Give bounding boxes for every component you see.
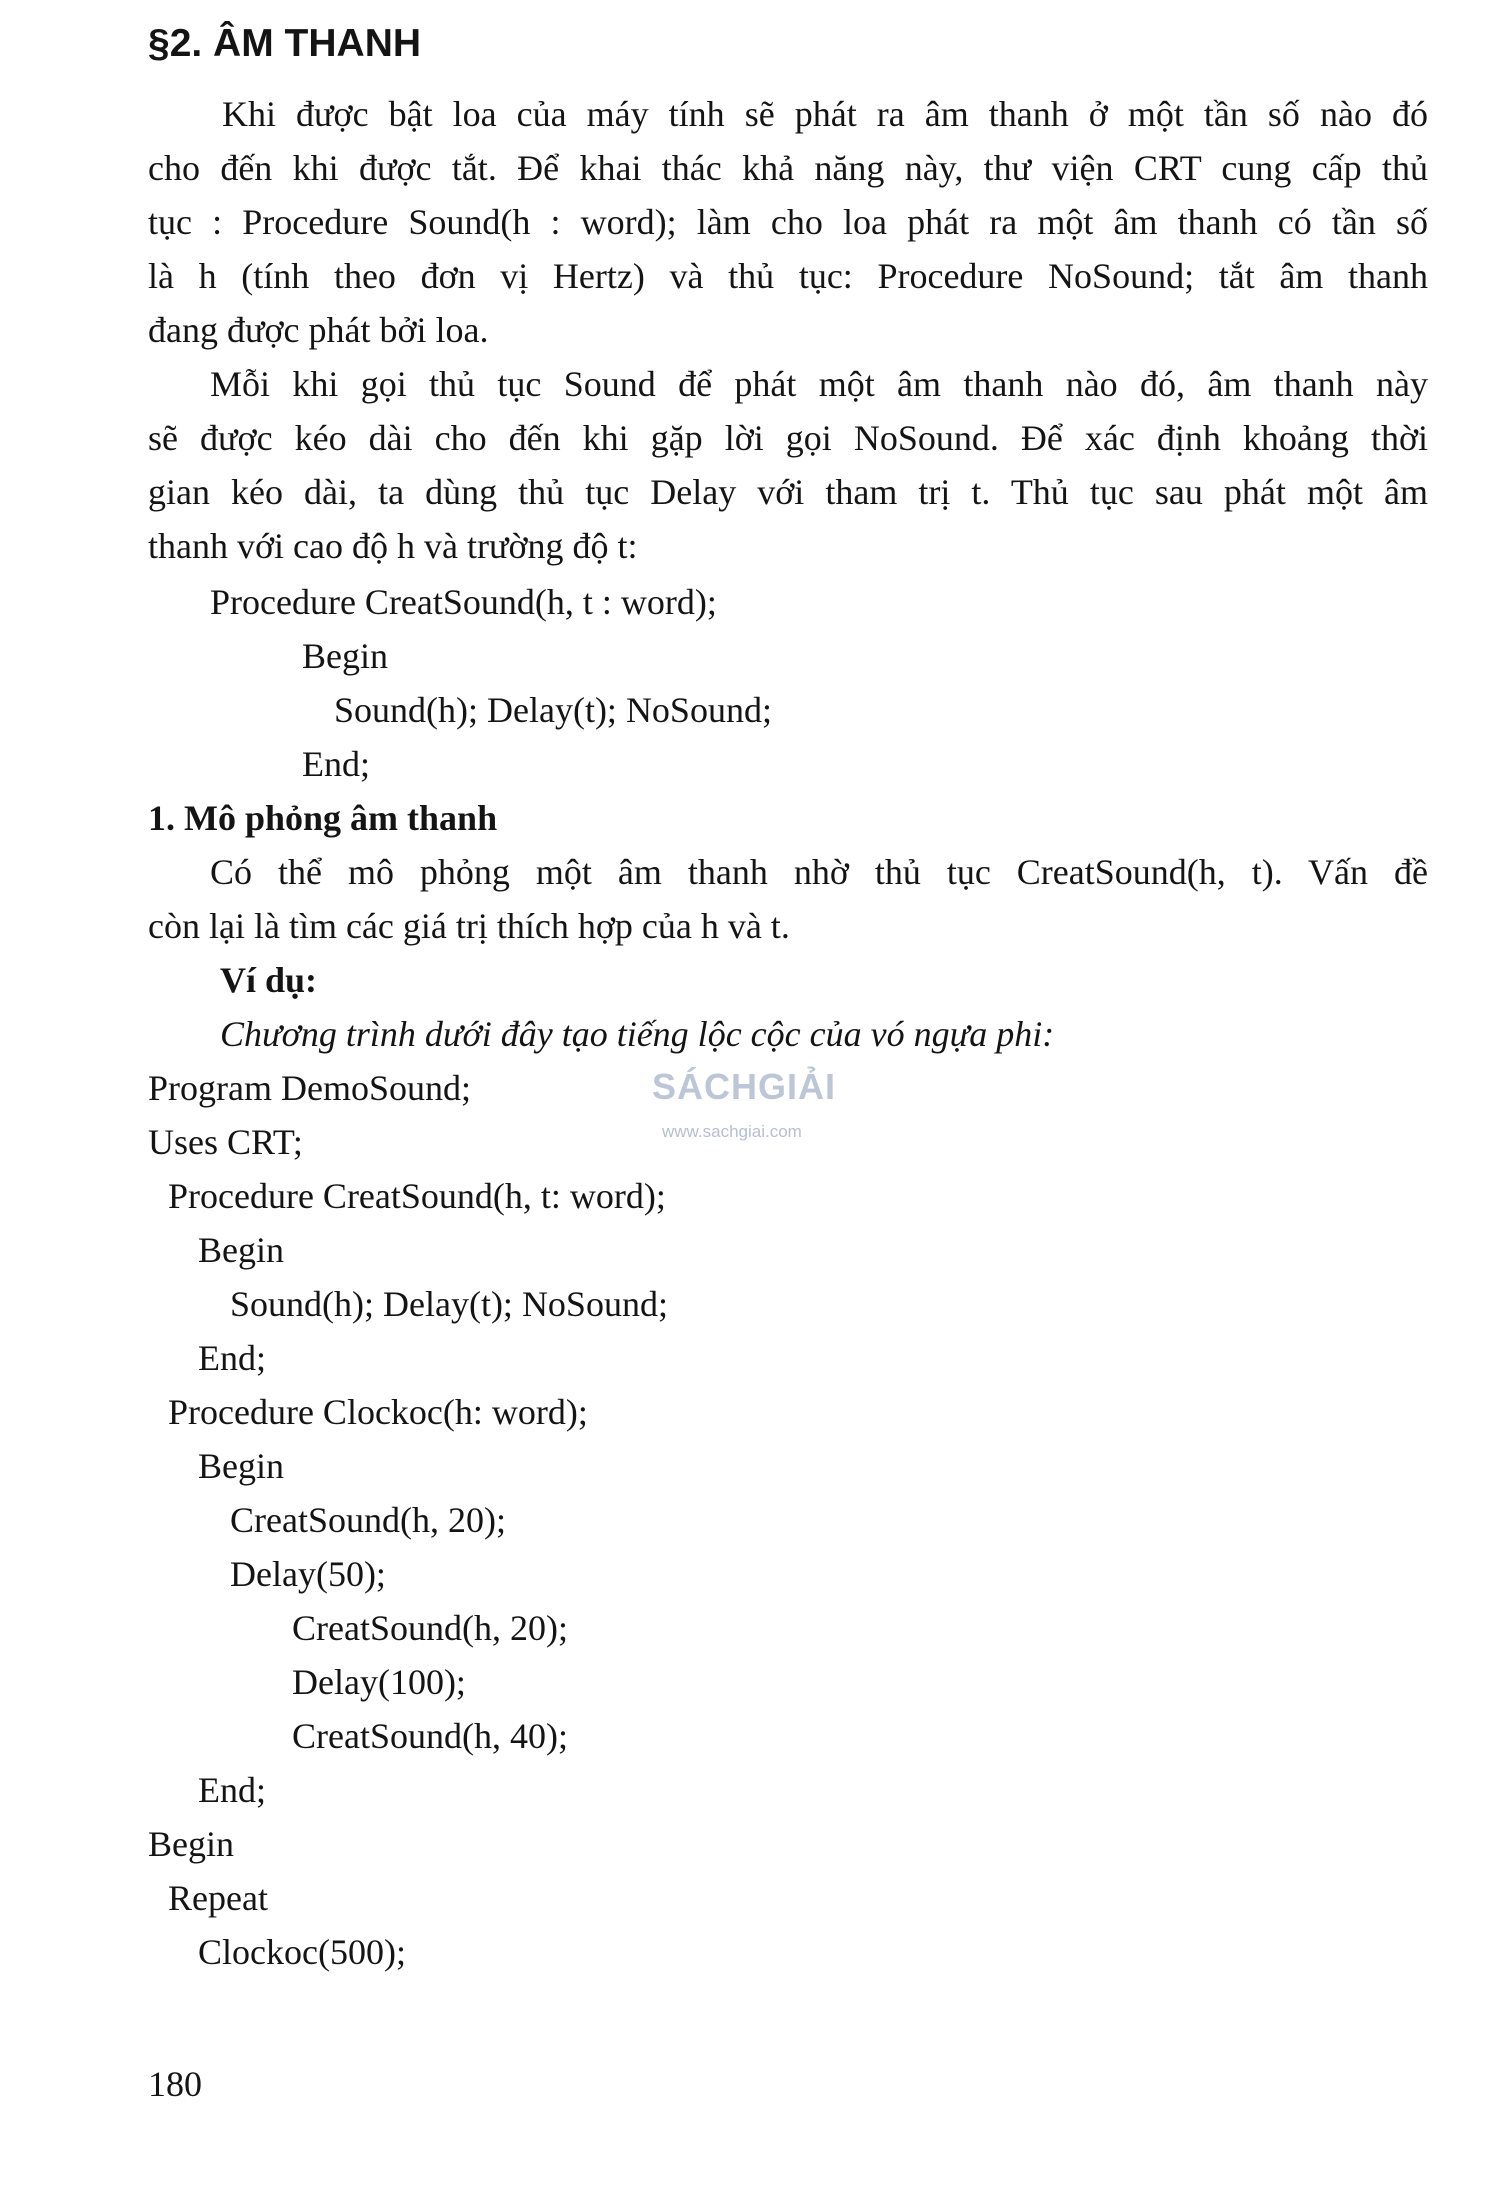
code-line: Sound(h); Delay(t); NoSound; [230, 1284, 668, 1324]
code-line: Clockoc(500); [198, 1932, 406, 1972]
code-line: CreatSound(h, 20); [230, 1500, 506, 1540]
code-line: End; [198, 1338, 266, 1378]
code-line: Uses CRT; [148, 1122, 303, 1162]
code-line: Begin [148, 1824, 234, 1864]
code-line: Repeat [168, 1878, 268, 1918]
watermark-url: www.sachgiai.com [662, 1122, 802, 1141]
code-line: CreatSound(h, 40); [292, 1716, 568, 1756]
code-line: Procedure CreatSound(h, t : word); [210, 582, 717, 622]
paragraph-line: còn lại là tìm các giá trị thích hợp của h và t. [148, 906, 790, 946]
code-line: Delay(100); [292, 1662, 466, 1702]
code-line: Program DemoSound; [148, 1068, 471, 1108]
paragraph-line: là h (tính theo đơn vị Hertz) và thủ tục: Procedure NoSound; tắt âm thanh [148, 256, 1428, 296]
paragraph-line: tục : Procedure Sound(h : word); làm cho loa phát ra một âm thanh có tần số [148, 202, 1428, 242]
paragraph-line: đang được phát bởi loa. [148, 310, 489, 350]
code-line: Begin [198, 1230, 284, 1270]
code-line: Procedure Clockoc(h: word); [168, 1392, 588, 1432]
code-line: End; [198, 1770, 266, 1810]
subsection-title: 1. Mô phỏng âm thanh [148, 798, 498, 838]
paragraph-line: thanh với cao độ h và trường độ t: [148, 526, 638, 566]
paragraph-line: Có thể mô phỏng một âm thanh nhờ thủ tục CreatSound(h, t). Vấn đề [210, 852, 1428, 892]
example-caption: Chương trình dưới đây tạo tiếng lộc cộc của vó ngựa phi: [220, 1014, 1055, 1054]
paragraph-line: Mỗi khi gọi thủ tục Sound để phát một âm thanh nào đó, âm thanh này [210, 364, 1428, 404]
code-line: Begin [198, 1446, 284, 1486]
code-line: Begin [302, 636, 388, 676]
code-line: End; [302, 744, 370, 784]
example-label: Ví dụ: [220, 960, 318, 1000]
paragraph-line: cho đến khi được tắt. Để khai thác khả năng này, thư viện CRT cung cấp thủ [148, 148, 1428, 188]
paragraph-line: sẽ được kéo dài cho đến khi gặp lời gọi NoSound. Để xác định khoảng thời [148, 418, 1428, 458]
code-line: Delay(50); [230, 1554, 386, 1594]
code-line: Procedure CreatSound(h, t: word); [168, 1176, 666, 1216]
page-number: 180 [148, 2064, 202, 2104]
watermark [652, 1066, 862, 1146]
watermark-logo: SÁCHGIẢI [652, 1066, 837, 1107]
code-line: Sound(h); Delay(t); NoSound; [334, 690, 772, 730]
section-heading: §2. ÂM THANH [148, 22, 422, 65]
paragraph-line: gian kéo dài, ta dùng thủ tục Delay với tham trị t. Thủ tục sau phát một âm [148, 472, 1428, 512]
paragraph-line: Khi được bật loa của máy tính sẽ phát ra âm thanh ở một tần số nào đó [222, 94, 1428, 134]
code-line: CreatSound(h, 20); [292, 1608, 568, 1648]
